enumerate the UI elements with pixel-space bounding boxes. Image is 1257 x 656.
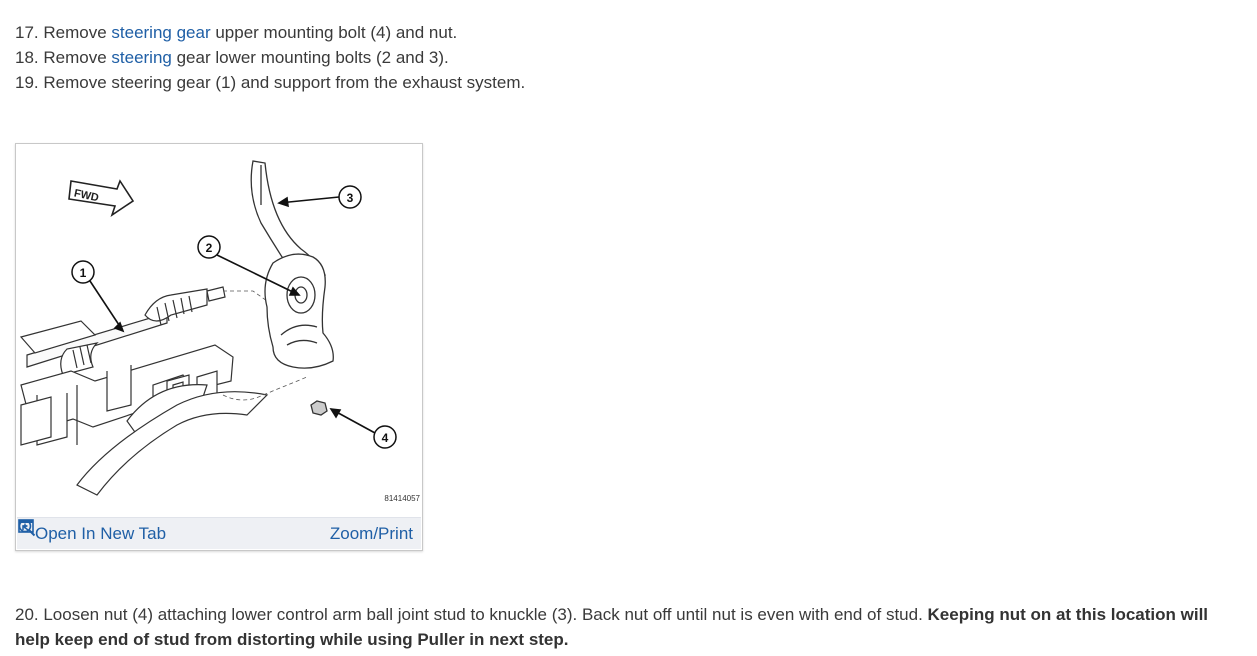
steering-gear-link[interactable]: steering gear xyxy=(111,23,211,42)
fwd-label: FWD xyxy=(72,187,100,205)
procedure-steps xyxy=(15,20,525,95)
open-new-tab-label: Open In New Tab xyxy=(35,523,167,543)
step-20 xyxy=(15,602,1237,652)
step-19: 19. Remove steering gear (1) and support from the exhaust system. xyxy=(15,73,526,92)
steering-link[interactable]: steering xyxy=(111,48,172,67)
figure-id: 81414057 xyxy=(384,494,420,503)
callout-1 xyxy=(72,261,94,283)
callout-label: 1 xyxy=(79,266,87,280)
step-20-warning: Keeping nut on at this location will help keep end of stud from distorting while using Puller in next step. xyxy=(15,605,1209,649)
figure-toolbar xyxy=(17,517,421,549)
step-20-text: 20. Loosen nut (4) attaching lower control arm ball joint stud to knuckle (3). Back nut off until nut is even with end of stud. xyxy=(15,605,928,624)
figure-panel xyxy=(15,143,423,551)
step-text: gear lower mounting bolts (2 and 3). xyxy=(171,48,449,67)
callout-4 xyxy=(374,426,396,448)
callout-label: 4 xyxy=(381,431,389,445)
open-new-tab-button[interactable] xyxy=(30,524,166,544)
callout-2 xyxy=(198,236,220,258)
callout-label: 2 xyxy=(205,241,213,255)
step-text: upper mounting bolt (4) and nut. xyxy=(210,23,458,42)
step-text: 17. Remove xyxy=(15,23,112,42)
step-18 xyxy=(15,45,525,70)
step-17 xyxy=(15,20,525,45)
suspension-diagram[interactable] xyxy=(17,145,423,517)
fwd-arrow xyxy=(69,181,133,215)
step-text: 18. Remove xyxy=(15,48,112,67)
callout-3 xyxy=(339,186,361,208)
zoom-print-label: Zoom/Print xyxy=(329,523,413,543)
zoom-print-button[interactable] xyxy=(325,524,413,544)
callout-label: 3 xyxy=(346,191,354,205)
